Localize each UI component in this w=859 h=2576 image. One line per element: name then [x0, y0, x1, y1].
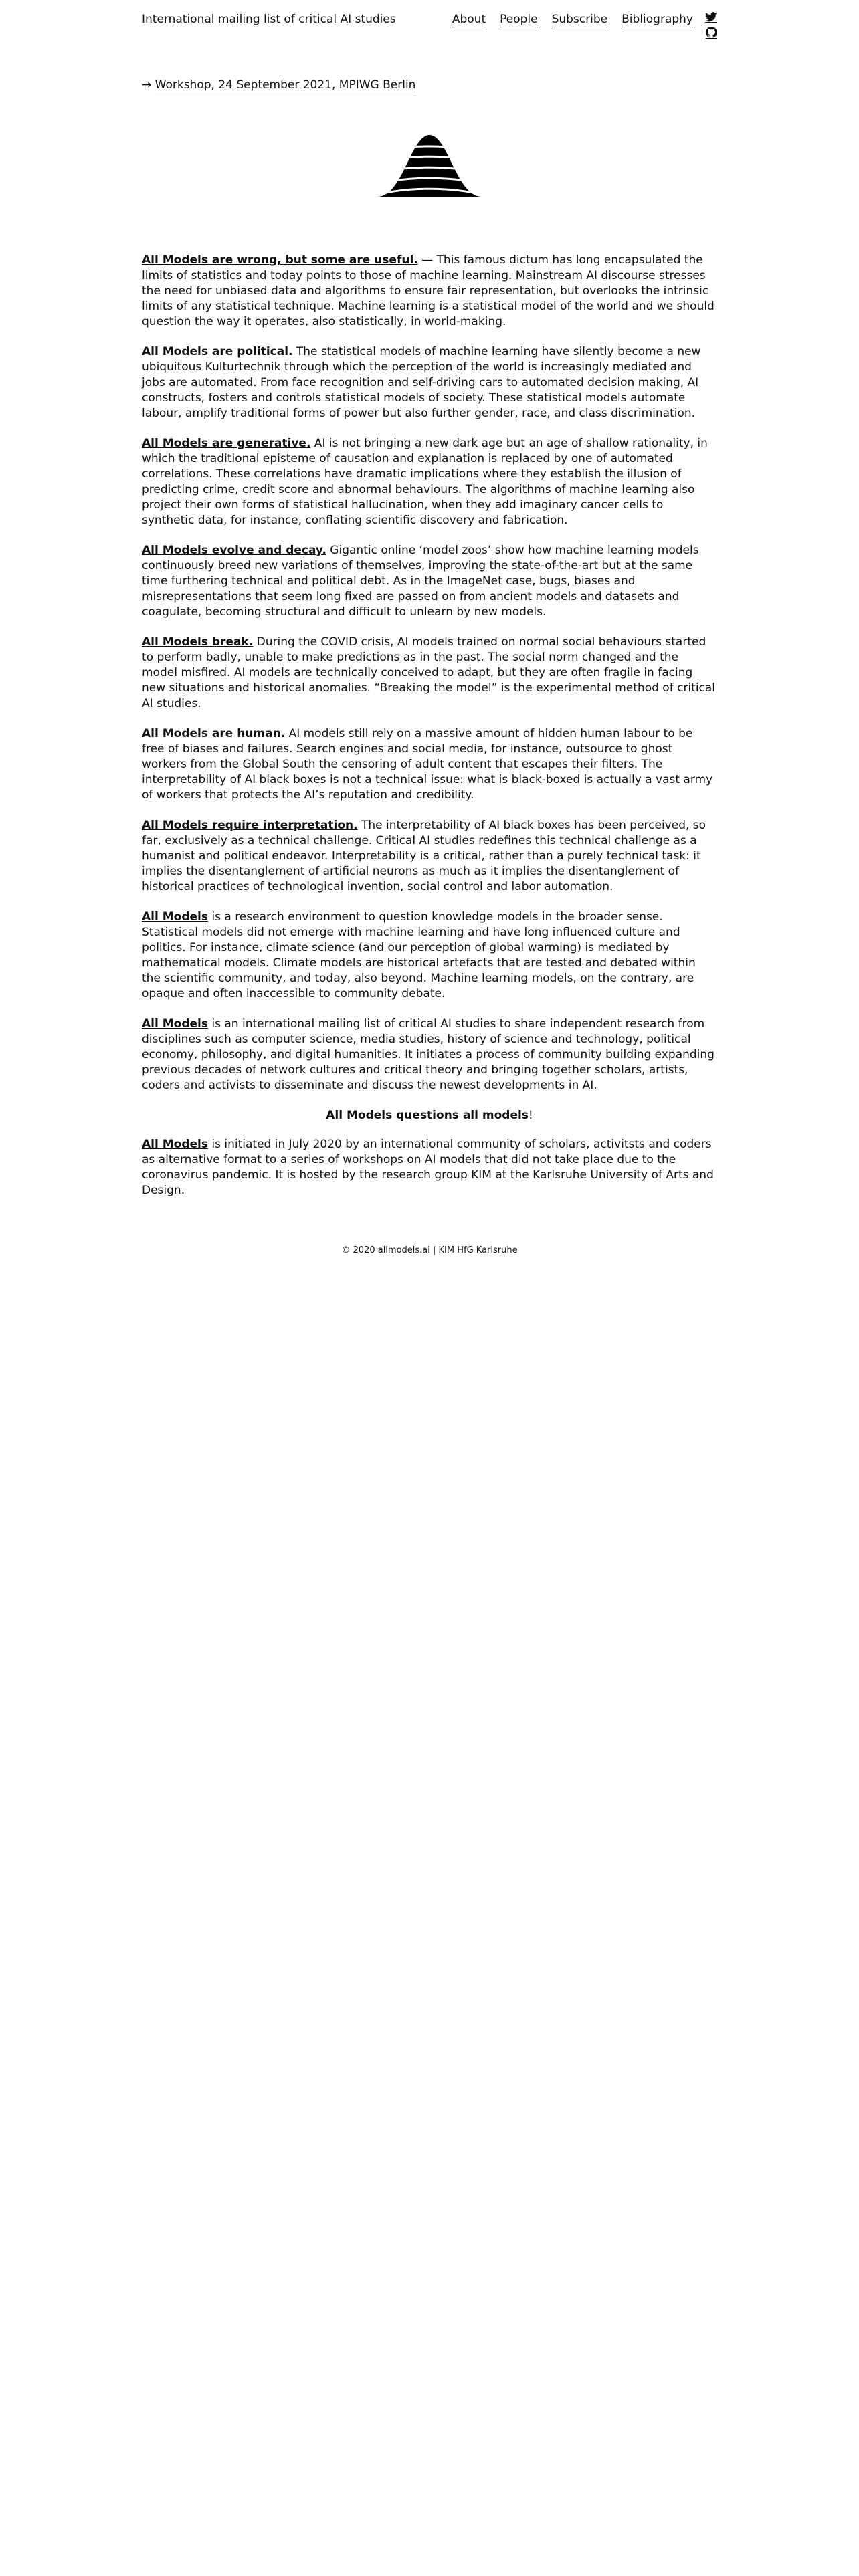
nav-bibliography[interactable]: Bibliography: [622, 13, 693, 26]
closing-text: is initiated in July 2020 by an international community of scholars, activitsts and coders as alternative format to a series of workshops on AI models that did not take place due to the coronavirus pandemic. It is hosted by the research group KIM at the Karlsruhe University of Arts and Design.: [142, 1138, 714, 1197]
site-tagline: International mailing list of critical AI studies: [142, 13, 396, 26]
workshop-announcement: [142, 78, 717, 92]
section-text: Gigantic online ‘model zoos’ show how machine learning models continuously breed new variations of themselves, improving the state-of-the-art but at the same time furthering technical and political debt. As in the ImageNet case, bugs, biases and misrepresentations that seem long fixed are passed on from ancient models and datasets and coagulate, becoming structural and difficult to unlearn by new models.: [142, 544, 699, 619]
section-heading-link[interactable]: All Models: [142, 1017, 208, 1031]
section-text: The statistical models of machine learning have silently become a new ubiquitous Kulturtechnik through which the perception of the world is increasingly mediated and jobs are automated. From face recognition and self-driving cars to automated decision making, AI constructs, fosters and controls statistical models of society. These statistical models automate labour, amplify traditional forms of power but also further gender, race, and class discrimination.: [142, 345, 701, 420]
workshop-link[interactable]: Workshop, 24 September 2021, MPIWG Berlin: [155, 78, 416, 92]
section-paragraph: [142, 909, 717, 1002]
bell-curve-logo-icon: [376, 132, 483, 199]
social-icons: [705, 12, 717, 39]
section-text: — This famous dictum has long encapsulated the limits of statistics and today points to those of machine learning. Mainstream AI discourse stresses the need for unbiased data and algorithms to ensure fair representation, but overlooks the intrinsic limits of any statistical technique. Machine learning is a statistical model of the world and we should question the way it operates, also statistically, in world-making.: [142, 253, 714, 328]
section-heading-link[interactable]: All Models are generative.: [142, 437, 311, 450]
twitter-icon[interactable]: [705, 12, 717, 23]
nav-about[interactable]: About: [452, 13, 486, 26]
section-heading-link[interactable]: All Models are human.: [142, 727, 286, 740]
section-paragraph: [142, 344, 717, 421]
section-text: is an international mailing list of critical AI studies to share independent research from disciplines such as computer science, media studies, history of science and technology, political economy, philosophy, and digital humanities. It initiates a process of community building expanding previous decades of network cultures and critical theory and bringing together scholars, artists, coders and activists to disseminate and discuss the newest developments in AI.: [142, 1017, 714, 1092]
section-text: During the COVID crisis, AI models trained on normal social behaviours started to perform badly, unable to make predictions as in the past. The social norm changed and the model misfired. AI models are technically conceived to adapt, but they are often fragile in facing new situations and historical anomalies. “Breaking the model” is the experimental method of critical AI studies.: [142, 635, 716, 710]
main-nav: [452, 12, 717, 39]
arrow-icon: →: [142, 78, 152, 92]
section-paragraph: [142, 818, 717, 895]
nav-subscribe[interactable]: Subscribe: [551, 13, 608, 26]
logo: [142, 132, 717, 199]
section-text: The interpretability of AI black boxes has been perceived, so far, exclusively as a technical challenge. Critical AI studies redefines this technical challenge as a humanist and political endeavor. Interpretability is a critical, rather than a purely technical task: it implies the disentanglement of artificial neurons as much as it implies the disentanglement of historical practices of technological invention, social control and labor automation.: [142, 819, 706, 893]
section-paragraph: [142, 543, 717, 620]
slogan: [142, 1108, 717, 1123]
github-icon[interactable]: [706, 27, 717, 39]
closing-paragraph: [142, 1137, 717, 1198]
section-heading-link[interactable]: All Models are political.: [142, 345, 293, 358]
section-text: is a research environment to question knowledge models in the broader sense. Statistical models did not emerge with machine learning and have long influenced culture and politics. For instance, climate science (and our perception of global warming) is mediated by mathematical models. Climate models are historical artefacts that are tested and debated within the scientific community, and today, also beyond. Machine learning models, on the contrary, are opaque and often inaccessible to community debate.: [142, 910, 696, 1000]
section-text: AI models still rely on a massive amount of hidden human labour to be free of biases and failures. Search engines and social media, for instance, outsource to ghost workers from the Global South the censoring of adult content that escapes their filters. The interpretability of AI black boxes is not a technical issue: what is black-boxed is actually a vast army of workers that protects the AI’s reputation and credibility.: [142, 727, 713, 802]
section-paragraph: [142, 436, 717, 528]
section-heading-link[interactable]: All Models: [142, 910, 208, 924]
footer-text: © 2020 allmodels.ai | KIM HfG Karlsruhe: [341, 1245, 518, 1255]
site-footer: [142, 1245, 717, 1255]
section-heading-link[interactable]: All Models break.: [142, 635, 254, 649]
site-header: [142, 12, 717, 59]
slogan-suffix: !: [528, 1109, 533, 1122]
section-paragraph: [142, 726, 717, 803]
section-heading-link[interactable]: All Models require interpretation.: [142, 819, 358, 832]
section-heading-link[interactable]: All Models evolve and decay.: [142, 544, 326, 557]
section-text: AI is not bringing a new dark age but an age of shallow rationality, in which the traditional episteme of causation and explanation is replaced by one of automated correlations. These correlations have dramatic implications where they establish the illusion of predicting crime, credit score and abnormal behaviours. The algorithms of machine learning also project their own forms of statistical hallucination, when they add imaginary cancer cells to synthetic data, for instance, conflating scientific discovery and fabrication.: [142, 437, 708, 527]
section-heading-link[interactable]: All Models are wrong, but some are useful.: [142, 253, 418, 267]
closing-heading-link[interactable]: All Models: [142, 1138, 208, 1151]
nav-people[interactable]: People: [500, 13, 538, 26]
slogan-text: All Models questions all models: [326, 1109, 529, 1122]
main-content: [142, 253, 717, 1198]
section-paragraph: [142, 635, 717, 712]
section-paragraph: [142, 1016, 717, 1093]
section-paragraph: [142, 253, 717, 330]
page: [142, 0, 717, 1255]
